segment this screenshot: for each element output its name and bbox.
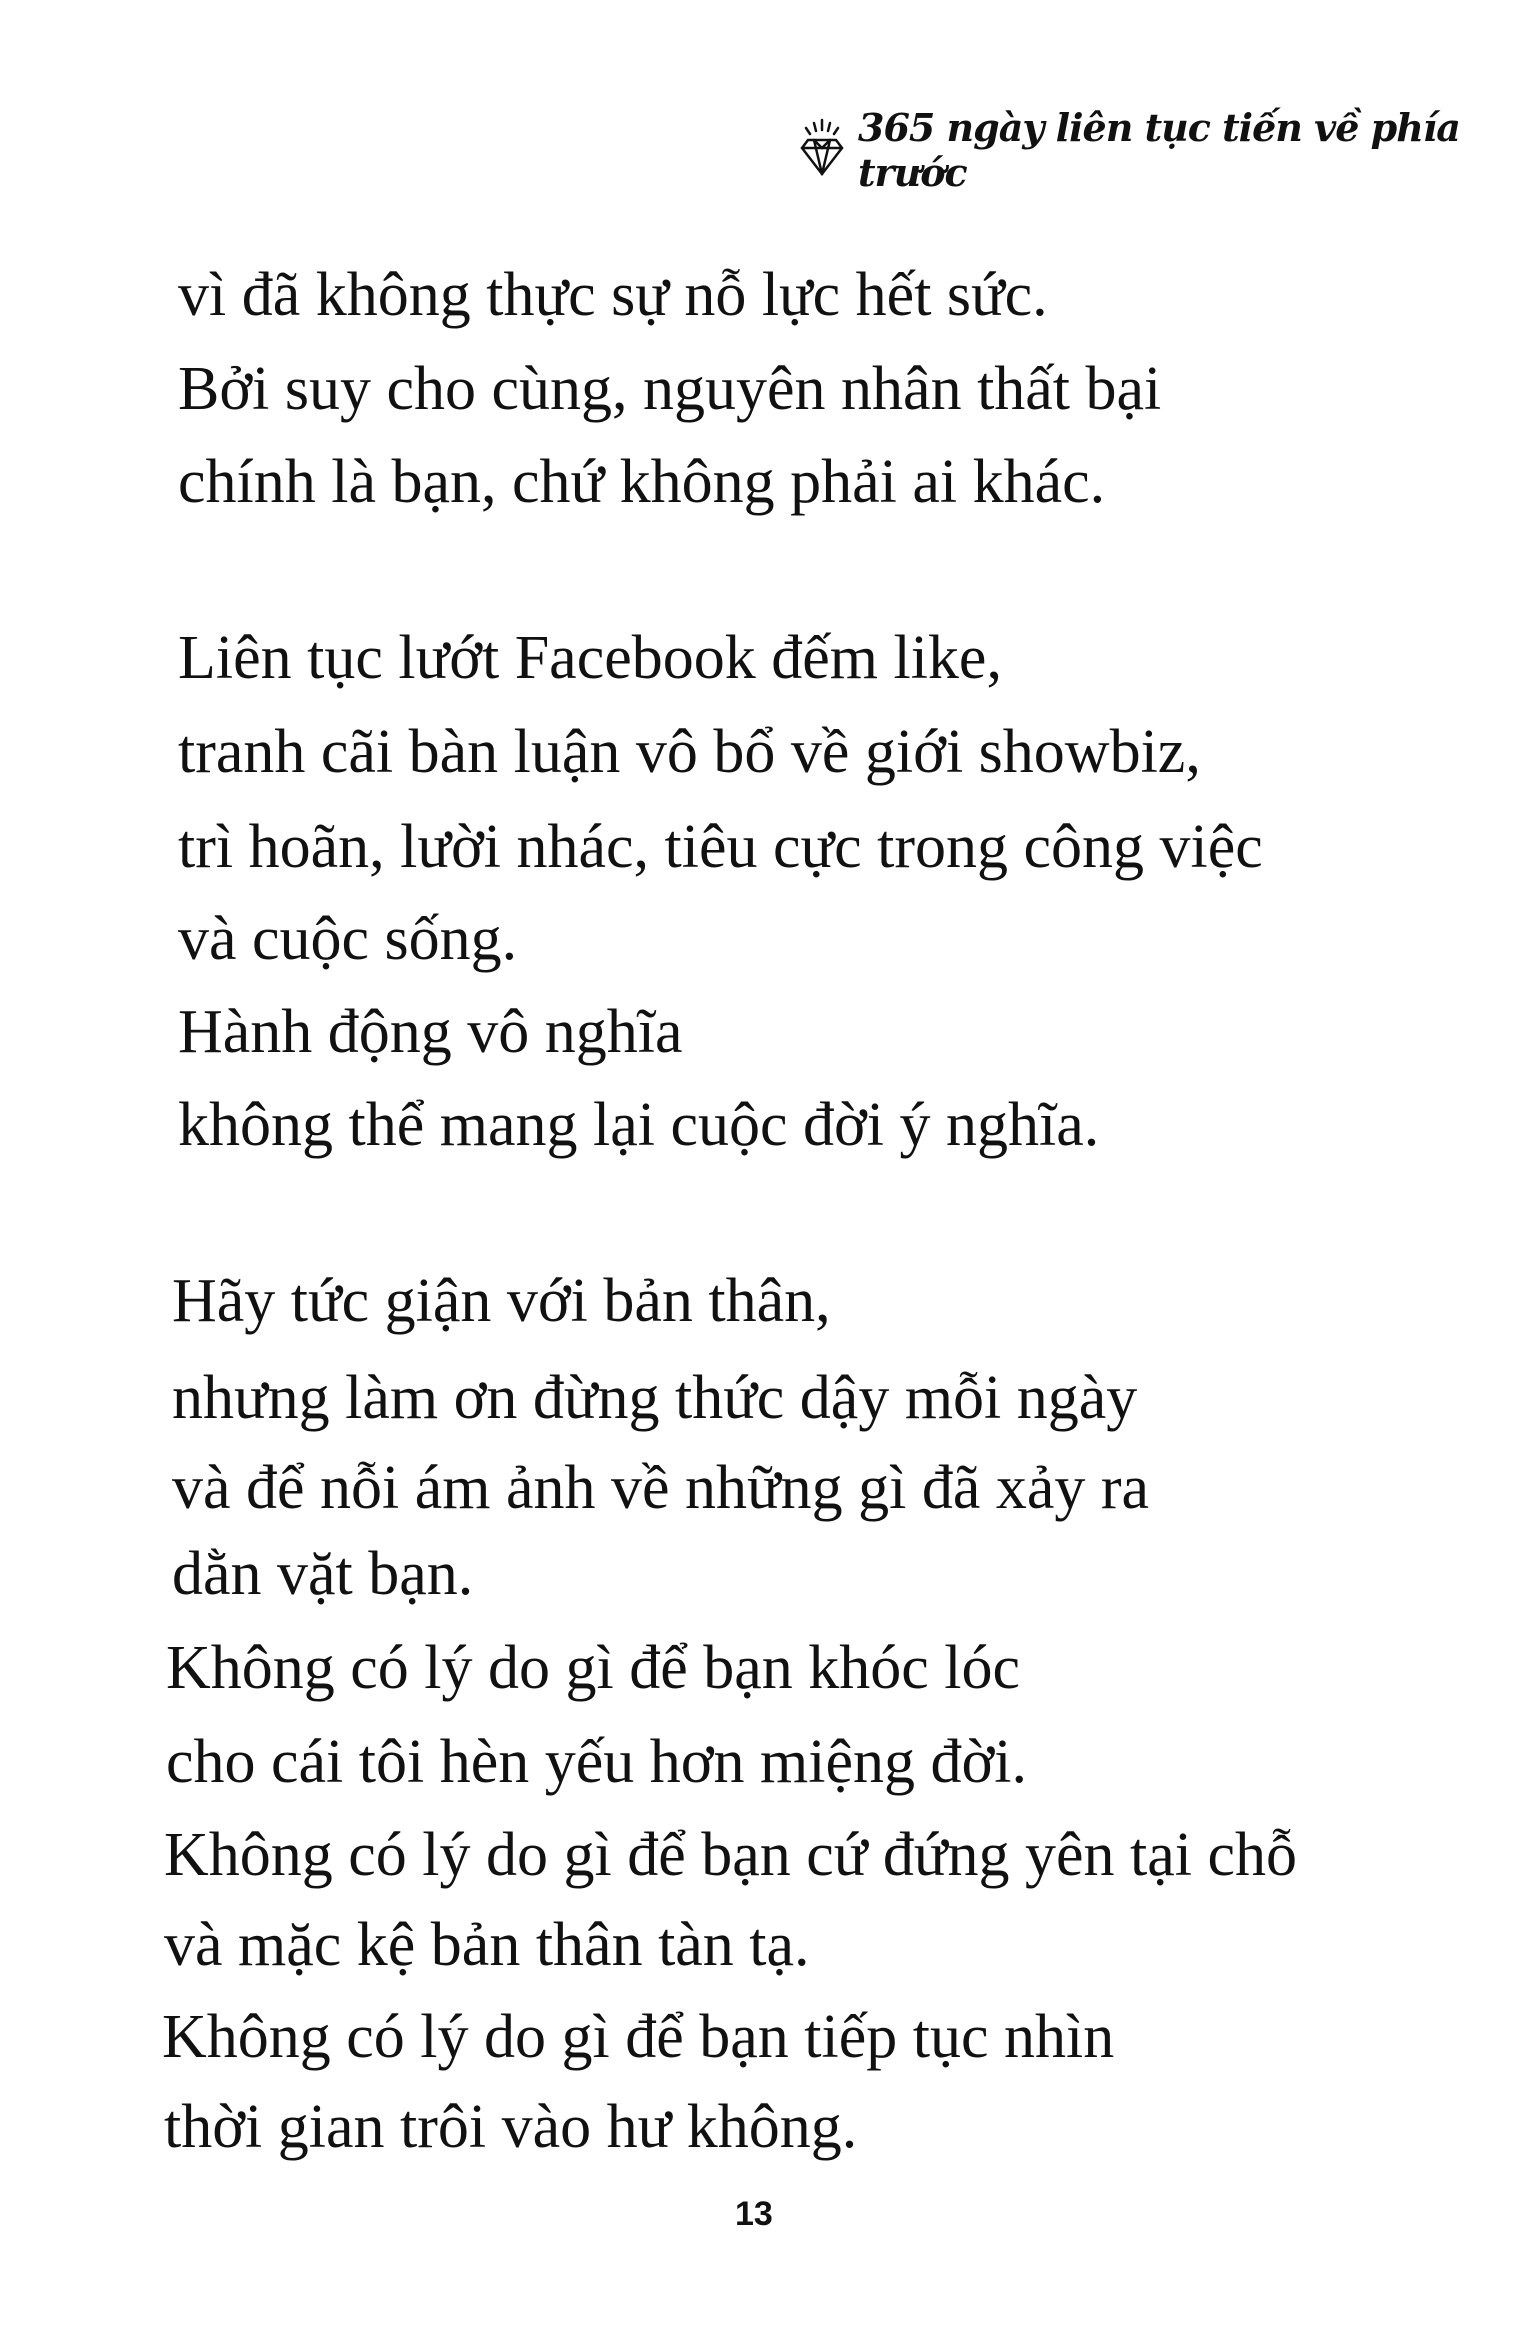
diamond-icon	[800, 118, 844, 183]
text-line: không thể mang lại cuộc đời ý nghĩa.	[178, 1091, 1100, 1159]
text-line: chính là bạn, chứ không phải ai khác.	[178, 448, 1106, 516]
text-line: Liên tục lướt Facebook đếm like,	[178, 624, 1002, 692]
text-line: Hành động vô nghĩa	[178, 998, 683, 1066]
text-line: tranh cãi bàn luận vô bổ về giới showbiz,	[178, 718, 1201, 786]
text-line: Không có lý do gì để bạn khóc lóc	[166, 1634, 1021, 1702]
text-line: Không có lý do gì để bạn tiếp tục nhìn	[162, 2003, 1115, 2071]
book-title: 365 ngày liên tục tiến về phía trước	[858, 105, 1460, 195]
running-header	[800, 105, 1532, 195]
text-line: Không có lý do gì để bạn cứ đứng yên tại chỗ	[164, 1821, 1298, 1889]
text-line: và cuộc sống.	[178, 905, 518, 973]
page-number: 13	[735, 2195, 773, 2233]
text-line: thời gian trôi vào hư không.	[164, 2093, 858, 2161]
text-line: Hãy tức giận với bản thân,	[172, 1267, 831, 1335]
text-line: và để nỗi ám ảnh về những gì đã xảy ra	[172, 1454, 1150, 1522]
text-line: Bởi suy cho cùng, nguyên nhân thất bại	[178, 355, 1162, 423]
text-line: dằn vặt bạn.	[172, 1540, 474, 1608]
text-line: trì hoãn, lười nhác, tiêu cực trong công việc	[178, 813, 1263, 881]
text-line: và mặc kệ bản thân tàn tạ.	[164, 1911, 810, 1979]
text-line: vì đã không thực sự nỗ lực hết sức.	[178, 261, 1048, 329]
text-line: cho cái tôi hèn yếu hơn miệng đời.	[166, 1728, 1028, 1796]
text-line: nhưng làm ơn đừng thức dậy mỗi ngày	[172, 1364, 1138, 1432]
